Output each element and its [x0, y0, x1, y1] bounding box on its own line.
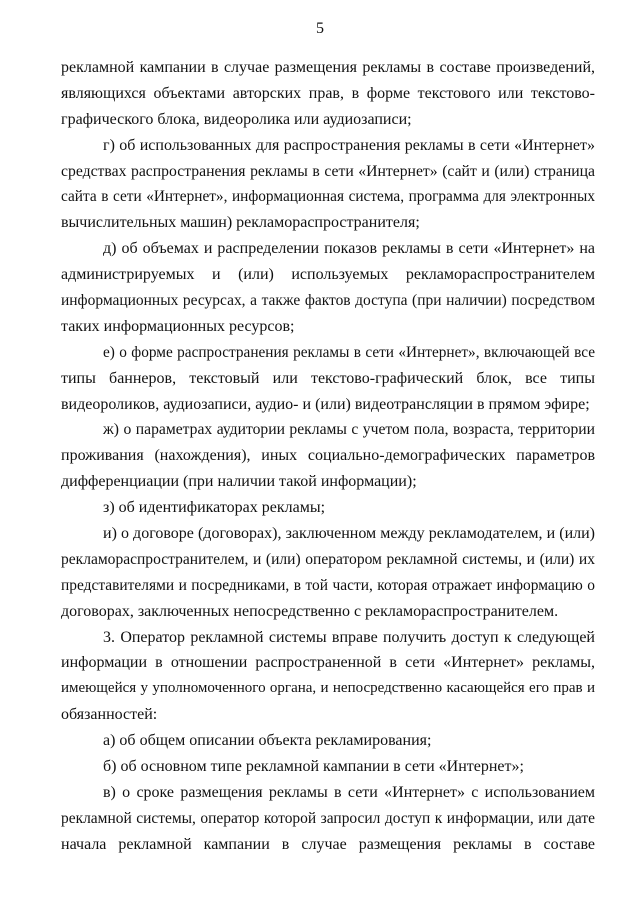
text-line: являющихся объектами авторских прав, в форме текстового или текстово-	[61, 84, 595, 102]
text-line: договорах, заключенных непосредственно с рекламораспространителем.	[61, 602, 559, 620]
paragraph-start-line: б) об основном типе рекламной кампании в сети «Интернет»;	[103, 758, 524, 776]
text-line: сайта в сети «Интернет», информационная система, программа для электронных	[61, 188, 595, 206]
text-line: информационных ресурсах, а также фактов доступа (при наличии) посредством	[61, 292, 595, 310]
text-line: информации в отношении распространенной в сети «Интернет» рекламы,	[61, 654, 595, 672]
text-line: рекламораспространителем, и (или) оператором рекламной системы, и (или) их	[61, 550, 595, 568]
page-body	[61, 55, 595, 858]
text-line: представителями и посредниками, в той части, которая отражает информацию о	[61, 576, 595, 594]
page-number: 5	[316, 20, 324, 37]
text-line: видеороликов, аудиозаписи, аудио- и (или) видеотрансляции в прямом эфире;	[61, 395, 590, 413]
paragraph-start-line: е) о форме распространения рекламы в сети «Интернет», включающей все	[103, 343, 595, 361]
text-line: дифференциации (при наличии такой информации);	[61, 473, 417, 491]
paragraph-start-line: и) о договоре (договорах), заключенном между рекламодателем, и (или)	[103, 525, 595, 543]
text-line: обязанностей:	[61, 706, 158, 724]
paragraph-start-line: в) о сроке размещения рекламы в сети «Интернет» с использованием	[103, 783, 595, 801]
paragraph-start-line: ж) о параметрах аудитории рекламы с учетом пола, возраста, территории	[103, 421, 595, 439]
paragraph-start-line: 3. Оператор рекламной системы вправе получить доступ к следующей	[103, 628, 595, 646]
text-line: имеющейся у уполномоченного органа, и непосредственно касающейся его прав и	[61, 680, 595, 697]
text-line: вычислительных машин) рекламораспространителя;	[61, 214, 420, 232]
text-line: проживания (нахождения), иных социально-демографических параметров	[61, 447, 595, 465]
text-line: администрируемых и (или) используемых рекламораспространителем	[61, 266, 595, 284]
text-line: графического блока, видеоролика или аудиозаписи;	[61, 110, 412, 128]
paragraph-start-line: г) об использованных для распространения рекламы в сети «Интернет»	[103, 136, 595, 154]
text-line: таких информационных ресурсов;	[61, 317, 295, 335]
paragraph-start-line: а) об общем описании объекта рекламирования;	[103, 732, 432, 750]
text-line: рекламной системы, оператор которой запросил доступ к информации, или дате	[61, 809, 595, 827]
text-line: начала рекламной кампании в случае размещения рекламы в составе	[61, 835, 595, 853]
paragraph-start-line: з) об идентификаторах рекламы;	[103, 499, 326, 517]
text-line: средствах распространения рекламы в сети «Интернет» (сайт и (или) страница	[61, 162, 595, 180]
text-line: рекламной кампании в случае размещения рекламы в составе произведений,	[61, 59, 595, 76]
text-line: типы баннеров, текстовый или текстово-графический блок, все типы	[61, 369, 595, 387]
paragraph-start-line: д) об объемах и распределении показов рекламы в сети «Интернет» на	[103, 240, 595, 258]
